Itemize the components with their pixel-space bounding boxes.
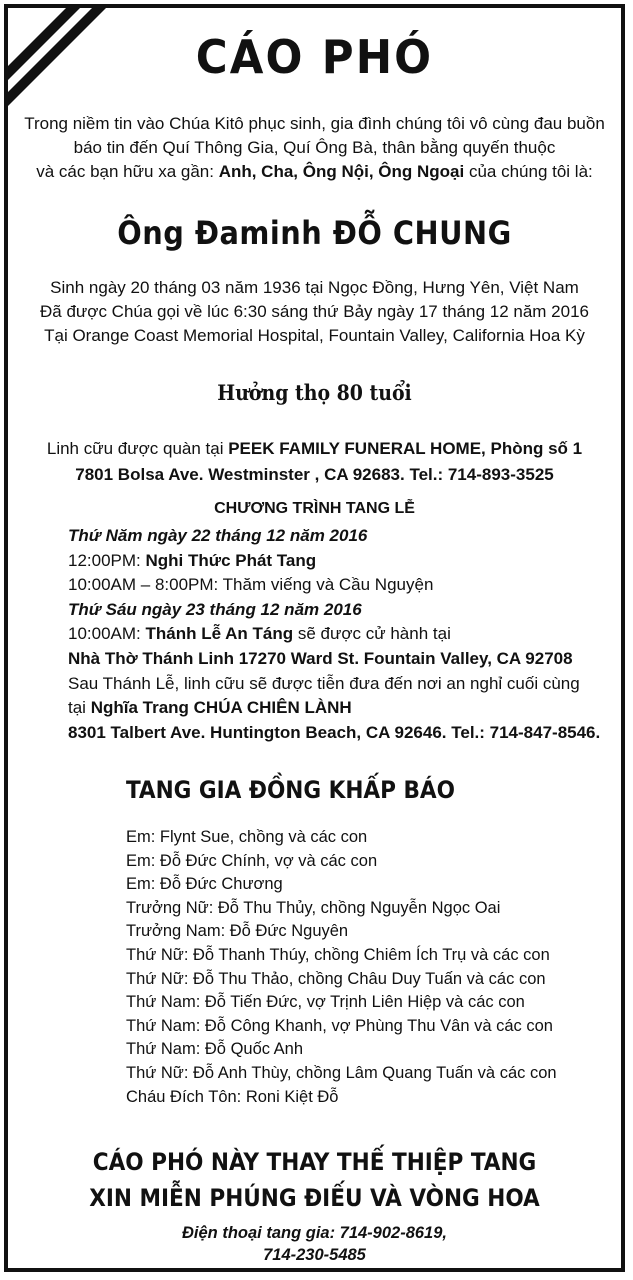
program-title: CHƯƠNG TRÌNH TANG LỄ	[214, 500, 415, 517]
cemetery-prefix: tại	[68, 698, 91, 718]
family-member: Trưởng Nam: Đỗ Đức Nguyên	[126, 922, 349, 941]
family-member: Thứ Nam: Đỗ Quốc Anh	[126, 1040, 304, 1059]
cemetery-address: 8301 Talbert Ave. Huntington Beach, CA 92646. Tel.: 714-847-8546.	[68, 722, 601, 742]
death-place-line: Tại Orange Coast Memorial Hospital, Fountain Valley, California Hoa Kỳ	[44, 326, 585, 345]
family-heading: TANG GIA ĐỒNG KHẤP BÁO	[126, 776, 455, 804]
family-member: Trưởng Nữ: Đỗ Thu Thủy, chồng Nguyễn Ngọc Oai	[126, 898, 501, 917]
intro-line-1: Trong niềm tin vào Chúa Kitô phục sinh, gia đình chúng tôi vô cùng đau buồn	[24, 114, 605, 133]
viewing-info	[8, 436, 621, 488]
intro-line-2: báo tin đến Quí Thông Gia, Quí Ông Bà, thân bằng quyến thuộc	[73, 138, 556, 157]
birth-line: Sinh ngày 20 tháng 03 năm 1936 tại Ngọc Đồng, Hưng Yên, Việt Nam	[50, 278, 579, 297]
cemetery-name: Nghĩa Trang CHÚA CHIÊN LÀNH	[90, 698, 352, 718]
program-day-1: Thứ Năm ngày 22 tháng 12 năm 2016	[68, 526, 368, 545]
program-event: Thánh Lễ An Táng	[145, 624, 294, 644]
funeral-home-address: 7801 Bolsa Ave. Westminster , CA 92683. Tel.: 714-893-3525	[75, 465, 554, 484]
program-event-rest: sẽ được cử hành tại	[293, 624, 451, 644]
program-time: 10:00AM:	[68, 624, 146, 644]
program-item	[68, 549, 601, 574]
relations: Anh, Cha, Ông Nội, Ông Ngoại	[218, 162, 465, 181]
program-day-2: Thứ Sáu ngày 23 tháng 12 năm 2016	[68, 599, 362, 619]
contact-line-2: 714-230-5485	[263, 1246, 366, 1264]
closing-line-2: XIN MIỄN PHÚNG ĐIẾU VÀ VÒNG HOA	[89, 1184, 540, 1212]
program-time: 12:00PM:	[68, 550, 146, 570]
family-member: Cháu Đích Tôn: Roni Kiệt Đỗ	[126, 1087, 339, 1106]
contact-line-1: Điện thoại tang gia: 714-902-8619,	[181, 1224, 447, 1242]
family-member: Thứ Nữ: Đỗ Thanh Thúy, chồng Chiêm Ích Trụ và các con	[126, 945, 550, 964]
program-item: 10:00AM – 8:00PM: Thăm viếng và Cầu Nguyện	[68, 575, 434, 595]
death-line: Đã được Chúa gọi về lúc 6:30 sáng thứ Bảy ngày 17 tháng 12 năm 2016	[40, 302, 589, 321]
program-event: Nghi Thức Phát Tang	[145, 550, 317, 570]
obituary-notice	[4, 4, 625, 1272]
family-member: Em: Đỗ Đức Chương	[126, 875, 283, 894]
program-item	[68, 622, 601, 647]
age-line: Hưởng thọ 80 tuổi	[217, 380, 412, 405]
funeral-home: PEEK FAMILY FUNERAL HOME, Phòng số 1	[228, 439, 583, 458]
intro-line-3-start: và các bạn hữu xa gần:	[36, 162, 219, 181]
family-member: Thứ Nữ: Đỗ Anh Thùy, chồng Lâm Quang Tuấn và các con	[126, 1063, 557, 1082]
deceased-name: Ông Đaminh ĐỖ CHUNG	[117, 214, 512, 252]
family-member: Em: Flynt Sue, chồng và các con	[126, 828, 368, 846]
family-member: Em: Đỗ Đức Chính, vợ và các con	[126, 851, 378, 870]
cemetery-line	[68, 696, 601, 721]
family-member: Thứ Nam: Đỗ Tiến Đức, vợ Trịnh Liên Hiệp và các con	[126, 993, 525, 1012]
page-title: CÁO PHÓ	[195, 30, 434, 84]
after-mass-text: Sau Thánh Lễ, linh cữu sẽ được tiễn đưa đến nơi an nghỉ cuối cùng	[68, 673, 580, 693]
viewing-location	[8, 436, 621, 462]
family-member: Thứ Nam: Đỗ Công Khanh, vợ Phùng Thu Vân và các con	[126, 1016, 553, 1035]
closing-notice	[8, 1144, 621, 1216]
funeral-program	[68, 524, 601, 745]
viewing-prefix: Linh cữu được quàn tại	[46, 439, 229, 458]
family-member: Thứ Nữ: Đỗ Thu Thảo, chồng Châu Duy Tuấn và các con	[126, 969, 546, 988]
family-list	[126, 826, 557, 1109]
intro-line-3-end: của chúng tôi là:	[464, 162, 593, 181]
closing-line-1: CÁO PHÓ NÀY THAY THẾ THIỆP TANG	[92, 1148, 537, 1176]
church-address: Nhà Thờ Thánh Linh 17270 Ward St. Fountain Valley, CA 92708	[68, 648, 573, 668]
family-contact	[8, 1222, 621, 1266]
intro-text	[8, 112, 621, 184]
intro-line-3	[8, 160, 621, 184]
life-dates	[8, 276, 621, 348]
